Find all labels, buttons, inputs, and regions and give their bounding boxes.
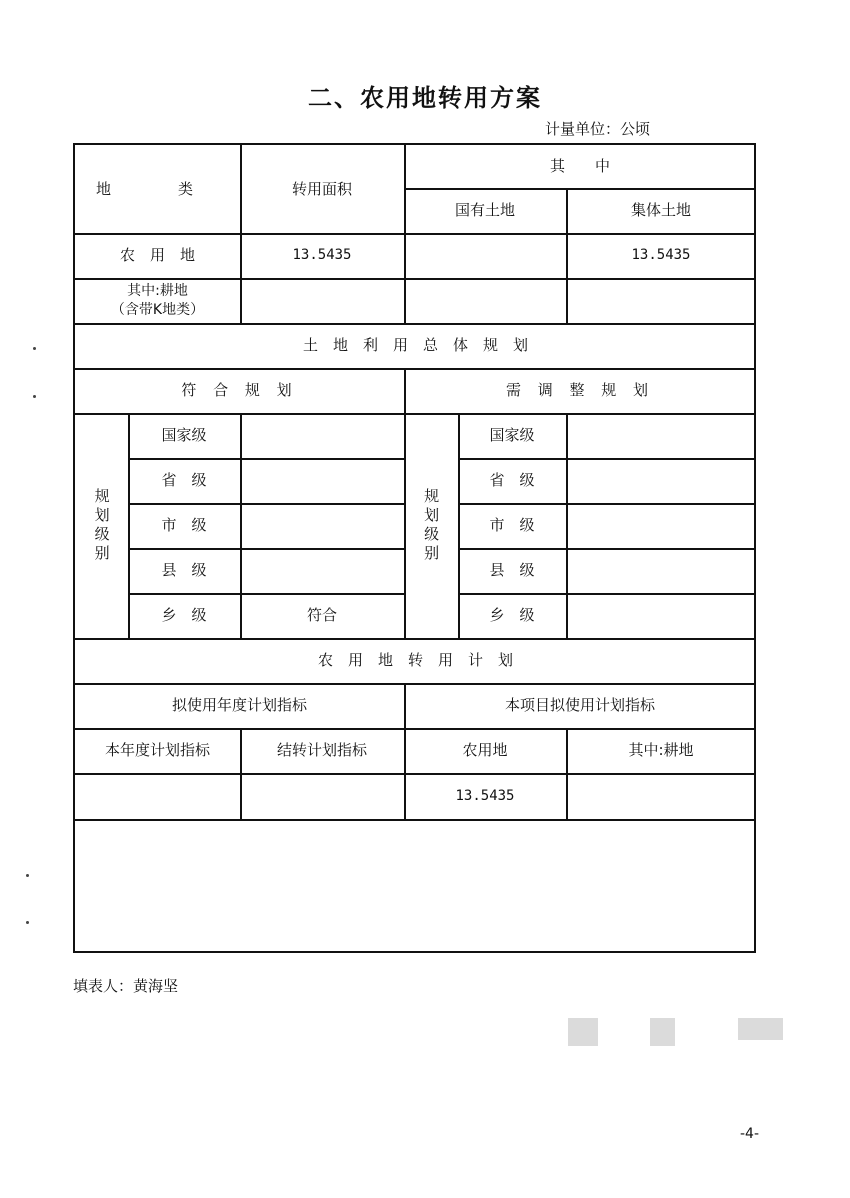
level-city-right: 市 级: [489, 516, 535, 535]
scan-dot: [26, 874, 29, 877]
scan-smudge: [568, 1018, 598, 1046]
adjust-county-value: [566, 548, 756, 593]
level-national-right: 国家级: [489, 426, 535, 445]
page-title: 二、农用地转用方案: [308, 84, 542, 112]
scan-dot: [26, 921, 29, 924]
scan-dot: [33, 395, 36, 398]
conversion-plan-title: 农 用 地 转 用 计 划: [317, 651, 513, 670]
plan-level-label-right: [404, 413, 458, 638]
converted-area-header: 转用面积: [291, 179, 352, 198]
farmland-area-value: 13.5435: [292, 247, 352, 264]
plan-level-label-left: [75, 413, 128, 638]
adjust-plan-header: 需 调 整 规 划: [505, 381, 655, 400]
scan-smudge: [650, 1018, 675, 1046]
farmland-conversion-value: 13.5435: [455, 787, 515, 804]
cultivated-label-line2: （含带K地类）: [110, 301, 205, 318]
of-which-header: 其 中: [549, 157, 610, 176]
farmland-header: 农用地: [462, 741, 508, 760]
this-year-value: [75, 773, 240, 819]
conform-province-value: [240, 458, 404, 503]
scan-smudge: [738, 1018, 783, 1040]
this-year-header: 本年度计划指标: [104, 741, 210, 760]
project-indicator-header: 本项目拟使用计划指标: [504, 696, 655, 715]
carryover-header: 结转计划指标: [276, 741, 367, 760]
plan-level-text: 规划级别: [92, 487, 111, 564]
conform-plan-header: 符 合 规 划: [181, 381, 298, 400]
level-national-left: 国家级: [161, 426, 207, 445]
cultivated-label-line1: 其中:耕地: [127, 283, 188, 300]
level-city-left: 市 级: [161, 516, 207, 535]
carryover-value: [240, 773, 404, 819]
conform-national-value: [240, 413, 404, 458]
land-type-header: 地 类: [95, 179, 219, 198]
collective-header: 集体土地: [630, 201, 691, 220]
cultivated-header: 其中:耕地: [628, 741, 694, 760]
level-county-right: 县 级: [489, 561, 535, 580]
level-township-right: 乡 级: [489, 606, 535, 625]
adjust-township-value: [566, 593, 756, 638]
level-township-left: 乡 级: [161, 606, 207, 625]
adjust-province-value: [566, 458, 756, 503]
row-line: [75, 819, 756, 821]
level-province-left: 省 级: [161, 471, 207, 490]
scan-dot: [33, 347, 36, 350]
conform-township-value: 符合: [306, 606, 337, 625]
level-county-left: 县 级: [161, 561, 207, 580]
level-province-right: 省 级: [489, 471, 535, 490]
unit-label: 计量单位：公顷: [545, 120, 651, 138]
annual-indicator-header: 拟使用年度计划指标: [171, 696, 307, 715]
cultivated-label: [75, 278, 240, 323]
land-use-plan-title: 土 地 利 用 总 体 规 划: [302, 336, 528, 355]
adjust-city-value: [566, 503, 756, 548]
filler-label: 填表人：黄海坚: [73, 977, 179, 995]
state-owned-header: 国有土地: [454, 201, 515, 220]
farmland-collective-value: 13.5435: [631, 247, 691, 264]
plan-level-text: 规划级别: [422, 487, 441, 564]
conform-city-value: [240, 503, 404, 548]
conform-county-value: [240, 548, 404, 593]
conversion-plan-table: [73, 143, 756, 953]
farmland-label: 农 用 地: [119, 246, 195, 265]
cultivated-conversion-value: [566, 773, 756, 819]
page-number: -4-: [740, 1126, 760, 1142]
adjust-national-value: [566, 413, 756, 458]
